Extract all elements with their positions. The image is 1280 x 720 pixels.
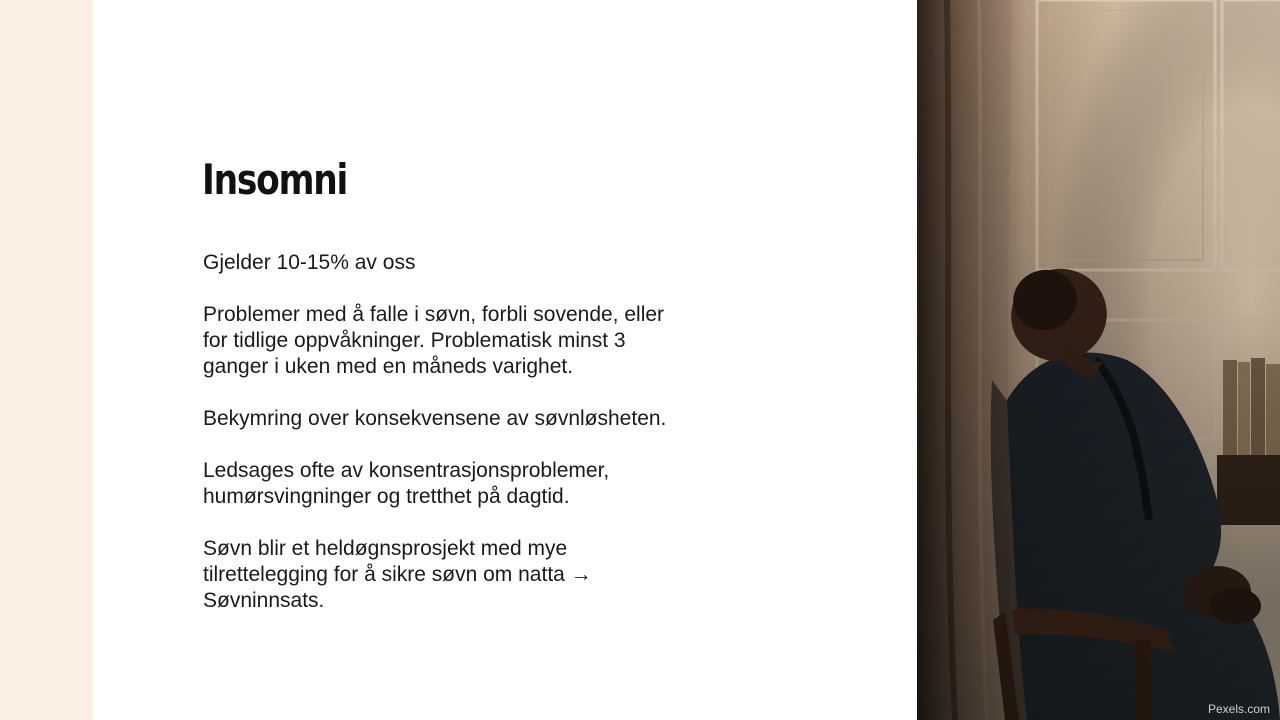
- photo-man-sleeping-in-armchair: [917, 0, 1280, 720]
- body-line: for tidlige oppvåkninger. Problematisk minst 3: [203, 329, 626, 352]
- paragraph-worry: [203, 406, 763, 432]
- paragraph-symptoms: [203, 302, 763, 380]
- paragraph-accompanying: [203, 458, 763, 510]
- photo-illustration: [917, 0, 1280, 720]
- body-line: humørsvingninger og tretthet på dagtid.: [203, 485, 570, 508]
- slide-title: Insomni: [202, 155, 348, 204]
- slide-body: [203, 250, 763, 640]
- paragraph-sleep-effort: [203, 536, 763, 614]
- body-line: Gjelder 10-15% av oss: [203, 251, 416, 274]
- photo-watermark: Pexels.com: [1207, 702, 1270, 716]
- body-line: Bekymring over konsekvensene av søvnløsheten.: [203, 407, 667, 430]
- accent-strip: [0, 0, 93, 720]
- body-line: ganger i uken med en måneds varighet.: [203, 355, 574, 378]
- body-line: tilrettelegging for å sikre søvn om natta →: [203, 563, 592, 586]
- body-line: Ledsages ofte av konsentrasjonsproblemer,: [203, 459, 610, 482]
- body-line: Søvn blir et heldøgnsprosjekt med mye: [203, 537, 568, 560]
- body-line: Søvninnsats.: [203, 589, 325, 612]
- paragraph-prevalence: [203, 250, 763, 276]
- body-line: Problemer med å falle i søvn, forbli sovende, eller: [203, 303, 665, 326]
